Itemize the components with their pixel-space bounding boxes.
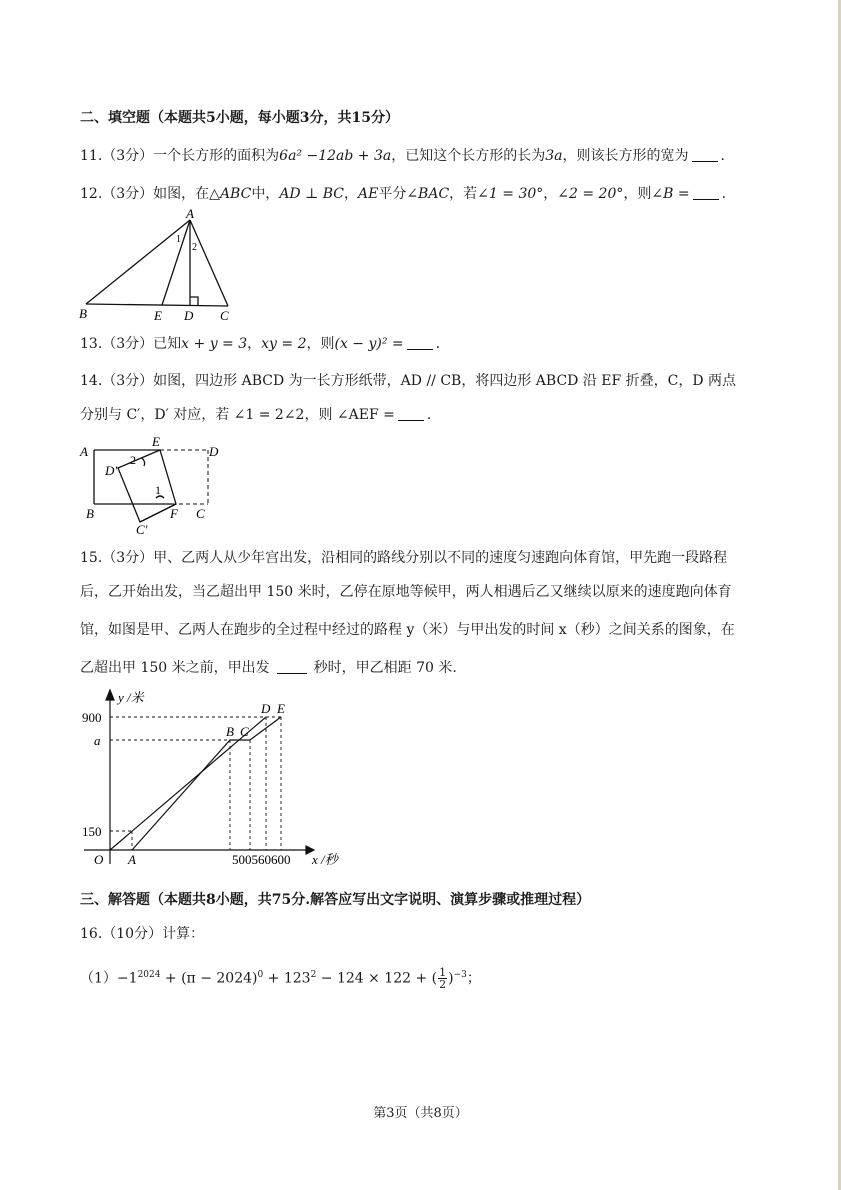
y-tick-150: 150: [82, 824, 102, 839]
point-A-label: A: [128, 852, 136, 867]
line-yi: [132, 717, 281, 850]
q15-answer-blank[interactable]: [277, 659, 307, 674]
q11-length: 3a: [545, 148, 563, 164]
question-14-line-1: 14.（3分）如图，四边形 ABCD 为一长方形纸带，AD // CB，将四边形 ABCD 沿 EF 折叠，C，D 两点: [80, 373, 737, 389]
q16-number: 16.（10分）: [80, 926, 163, 942]
label-F: F: [170, 506, 178, 521]
label-C-prime: C′: [136, 522, 148, 537]
q14-number: 14.（3分）: [80, 373, 154, 389]
label-angle-1: 1: [155, 483, 161, 497]
section-3-title: 三、解答题（本题共8小题，共75分.解答应写出文字说明、演算步骤或推理过程）: [80, 892, 591, 908]
question-13: 13.（3分）已知x + y = 3，xy = 2，则(x − y)² = .: [80, 336, 441, 352]
point-B-label: B: [226, 724, 234, 739]
label-D-prime: D′: [105, 463, 118, 478]
figure-12-triangle: [74, 206, 244, 326]
label-B: B: [86, 506, 94, 521]
y-tick-a: a: [94, 733, 101, 748]
question-14-line-2: 分别与 C′，D′ 对应，若 ∠1 = 2∠2，则 ∠AEF = .: [80, 407, 432, 423]
point-E-label: E: [277, 701, 285, 716]
figure-15-graph: [76, 688, 356, 872]
question-15-line-2: 后，乙开始出发，当乙超出甲 150 米时，乙停在原地等候甲，两人相遇后乙又继续以原来的速度跑向体育: [80, 584, 732, 600]
q13-answer-blank[interactable]: [407, 335, 433, 350]
q15-number: 15.（3分）: [80, 550, 154, 566]
question-15-line-4: 乙超出甲 150 米之前，甲出发 秒时，甲乙相距 70 米.: [80, 660, 457, 676]
y-axis-label: y /米: [118, 690, 144, 705]
q12-number: 12.（3分）: [80, 186, 154, 202]
label-E: E: [154, 308, 162, 323]
y-axis-arrow: [106, 690, 114, 700]
question-12: 12.（3分）如图，在△ABC中，AD ⊥ BC，AE平分∠BAC，若∠1 = 30°，∠2 = 20°，则∠B = .: [80, 186, 727, 202]
origin-label: O: [94, 852, 104, 867]
label-angle-2: 2: [130, 453, 136, 467]
label-A: A: [80, 444, 88, 459]
segment-AB: [86, 220, 190, 304]
section-2-title: 二、填空题（本题共5小题，每小题3分，共15分）: [80, 110, 399, 126]
label-A: A: [186, 206, 194, 221]
question-16-part-1: $(1)-1^{2024} + (\pi - 2024)^0 + 123^2 - 124 \times 122$ + ( $\frac{1}{2}$ )$^{-3}$；: [80, 966, 481, 992]
label-angle-2: 2: [192, 242, 197, 253]
q14-answer-blank[interactable]: [398, 406, 424, 421]
figure-14-fold: [78, 434, 228, 538]
y-tick-900: 900: [82, 710, 102, 725]
folded-quad: [118, 450, 176, 522]
question-16: 16.（10分）计算：: [80, 926, 205, 942]
segment-AC: [190, 220, 228, 306]
point-C-label: C: [240, 724, 249, 739]
question-11: 11.（3分）一个长方形的面积为6a² −12ab + 3a，已知这个长方形的长为3a，则该长方形的宽为 .: [80, 148, 725, 164]
question-15-line-1: 15.（3分）甲、乙两人从少年宫出发，沿相同的路线分别以不同的速度匀速跑向体育馆，甲先跑一段路程: [80, 550, 728, 566]
q13-number: 13.（3分）: [80, 336, 154, 352]
label-D: D: [184, 308, 194, 323]
angle-2-arc: [142, 458, 145, 466]
q11-area-expr: 6a² −12ab + 3a: [279, 148, 392, 164]
q12-answer-blank[interactable]: [693, 185, 719, 200]
label-B: B: [79, 306, 87, 321]
segment-AE: [162, 220, 190, 305]
x-axis-label: x /秒: [312, 852, 338, 867]
label-E: E: [152, 434, 160, 449]
q16-part1-label: （1）: [80, 970, 117, 987]
x-tick-labels: 500560600: [232, 852, 291, 867]
q11-number: 11.（3分）: [80, 148, 154, 164]
right-angle-mark: [190, 297, 198, 305]
q16-fraction: $\frac{1}{2}$: [439, 966, 447, 992]
segment-BC: [86, 304, 228, 306]
q11-answer-blank[interactable]: [692, 147, 718, 162]
question-15-line-3: 馆，如图是甲、乙两人在跑步的全过程中经过的路程 y（米）与甲出发的时间 x（秒）之间关系的图象，在: [80, 622, 735, 638]
label-angle-1: 1: [176, 234, 181, 245]
label-C: C: [196, 506, 205, 521]
label-C: C: [220, 308, 229, 323]
page-footer: 第3页（共8页）: [373, 1106, 468, 1121]
point-D-label: D: [261, 701, 271, 716]
label-D: D: [209, 444, 219, 459]
